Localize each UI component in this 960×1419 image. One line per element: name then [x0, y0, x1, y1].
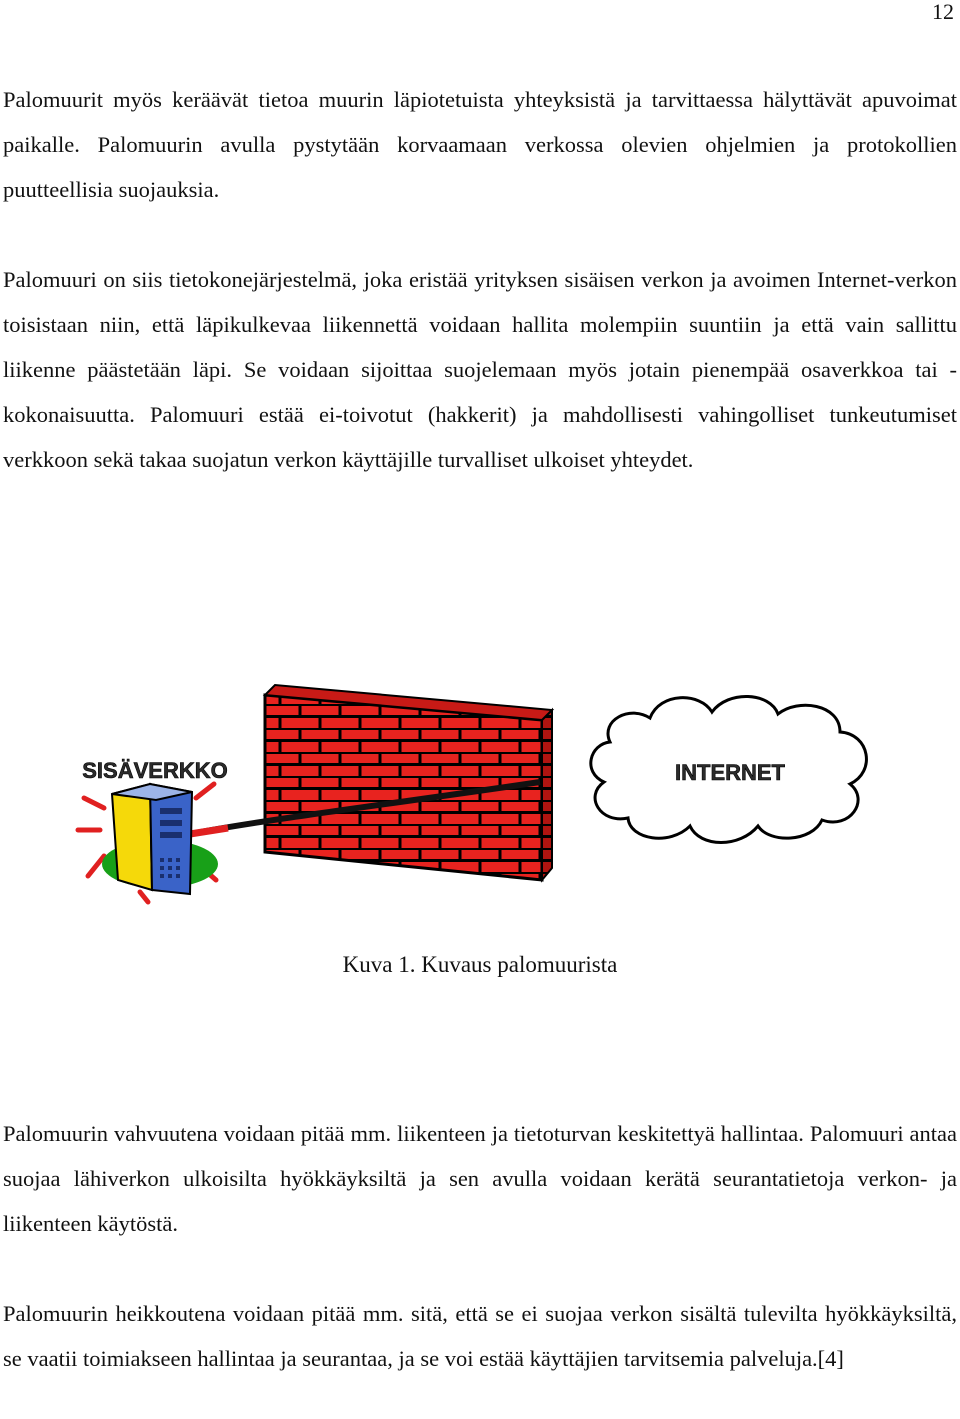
paragraph-4: Palomuurin heikkoutena voidaan pitää mm. sitä, että se ei suojaa verkon sisältä tulevilta hyökkäyksiltä, se vaatii toimiakseen hallintaa ja seurantaa, ja se voi estää käyttäjien tarvitsemia palveluja.[4] [3, 1301, 957, 1371]
paragraph-2: Palomuuri on siis tietokonejärjestelmä, joka eristää yrityksen sisäisen verkon ja avoimen Internet-verkon toisistaan niin, että läpikulkevaa liikennettä voidaan hallita molempiin suuntiin ja että vain sallittu liikenne päästetään läpi. Se voidaan sijoittaa suojelemaan myös jotain pienempää osaverkkoa tai -kokonaisuutta. Palomuuri estää ei-toivotut (hakkerit) ja mahdollisesti vahingolliset tunkeutumiset verkkoon sekä takaa suojatun verkon käyttäjille turvalliset ulkoiset yhteydet. [3, 267, 957, 472]
figure-caption: Kuva 1. Kuvaus palomuurista [342, 952, 618, 977]
cable-end [190, 828, 228, 834]
firewall-illustration [0, 680, 960, 910]
page-number: 12 [932, 0, 954, 24]
paragraph-1: Palomuurit myös keräävät tietoa muurin läpiotetuista yhteyksistä ja tarvittaessa hälyttävät apuvoimat paikalle. Palomuurin avulla pystytään korvaamaan verkossa olevien ohjelmien ja protokollien puutteellisia suojauksia. [3, 87, 957, 202]
internet-cloud [591, 696, 867, 842]
firewall-figure [0, 680, 960, 910]
paragraph-3: Palomuurin vahvuutena voidaan pitää mm. liikenteen ja tietoturvan keskitettyä hallintaa. Palomuuri antaa suojaa lähiverkon ulkoisilta hyökkäyksiltä ja sen avulla voidaan kerätä seurantatietoja verkon- ja liikenteen käytöstä. [3, 1121, 957, 1236]
computer-tower-icon [78, 784, 218, 902]
internal-network-label: SISÄVERKKO [82, 758, 228, 783]
internet-label: INTERNET [675, 760, 785, 785]
brick-wall [265, 685, 552, 880]
